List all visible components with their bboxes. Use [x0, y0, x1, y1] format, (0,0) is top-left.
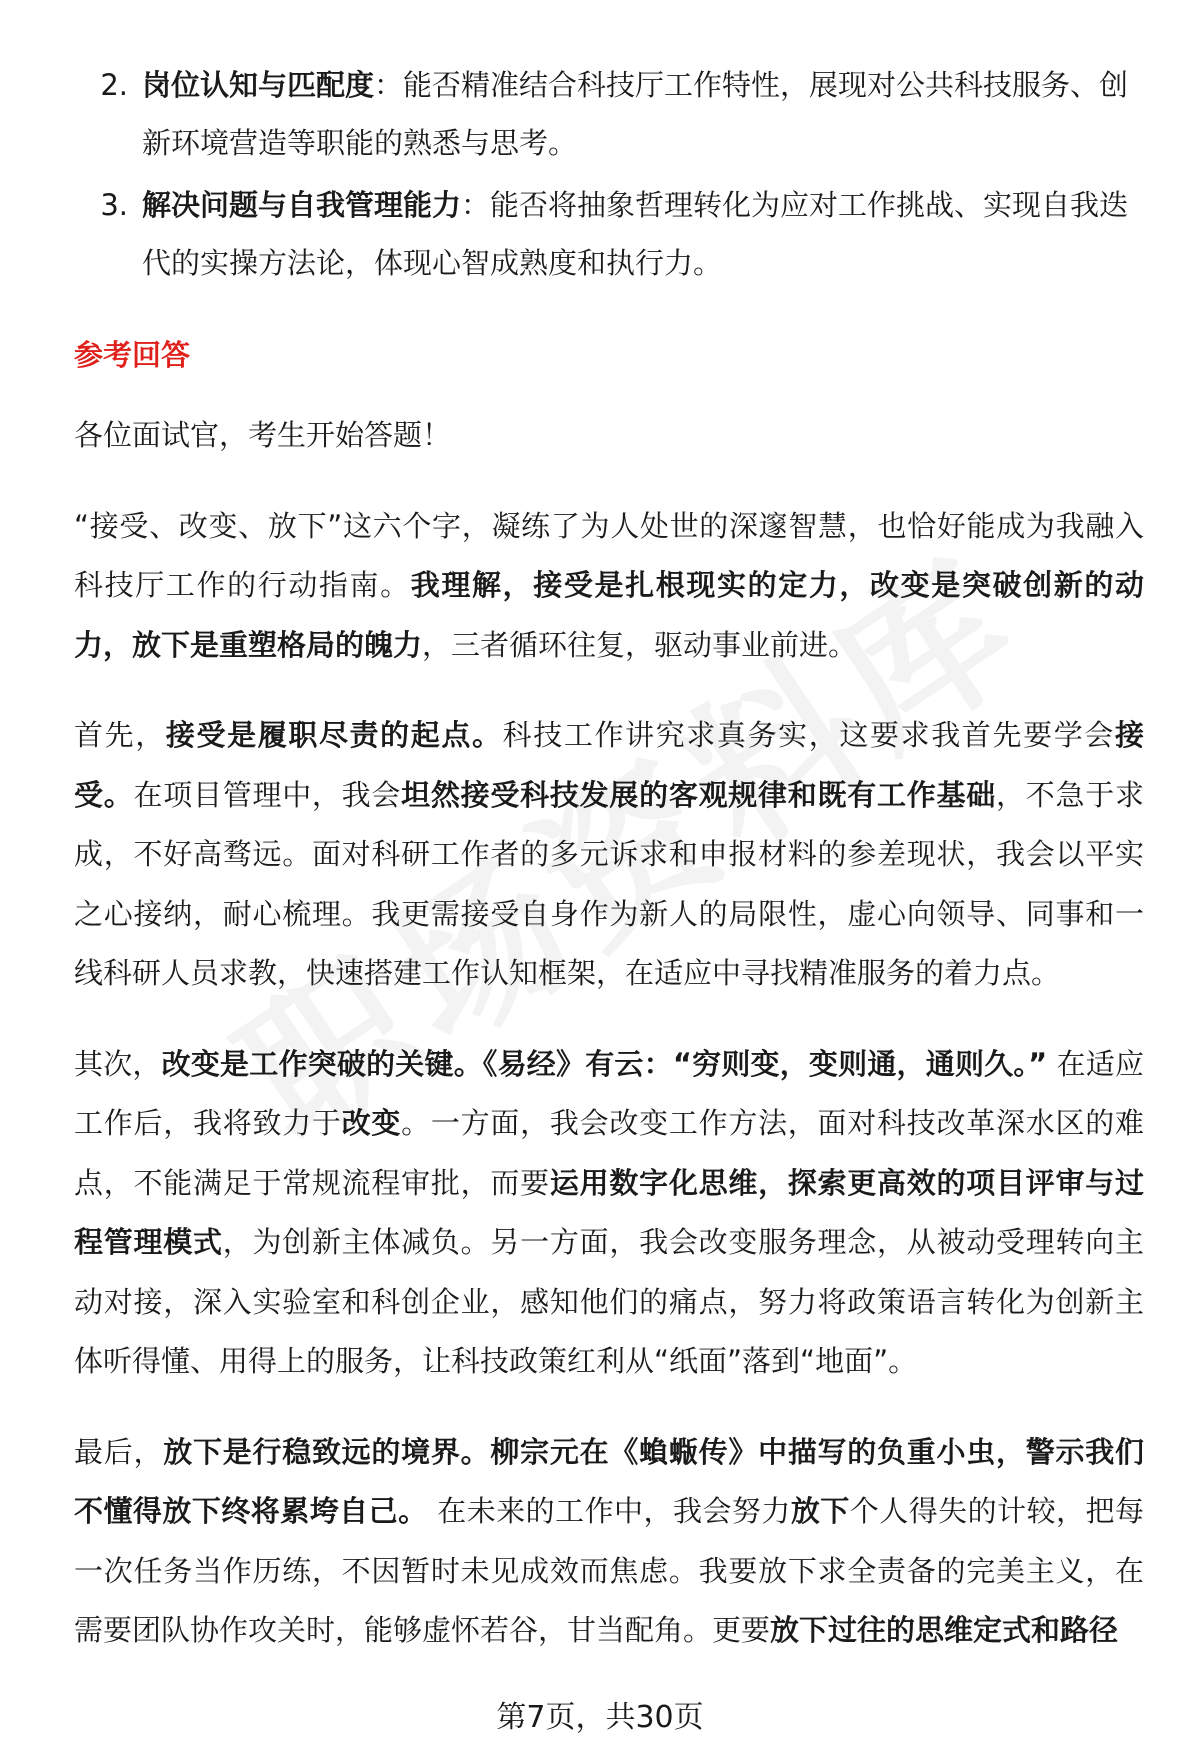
- bold-text: 改变: [341, 1106, 402, 1140]
- criteria-description: ：能否将抽象哲理转化为应对工作挑战、实现自我迭代的实操方法论，体现心智成熟度和执行力。: [142, 188, 1129, 280]
- criteria-description: ：能否精准结合科技厅工作特性，展现对公共科技服务、创新环境营造等职能的熟悉与思考。: [142, 68, 1129, 160]
- bold-text: 我理解，接受是扎根现实的定力，改变是突破创新的动力，放下是重塑格局的魄力: [74, 568, 1144, 662]
- bold-text: 改变是工作突破的关键。《易经》有云：“穷则变，变则通，通则久。”: [161, 1046, 1048, 1081]
- criteria-title: 岗位认知与匹配度: [142, 68, 375, 102]
- answer-paragraph: [74, 497, 1144, 676]
- body-text: 最后，: [74, 1434, 164, 1469]
- answer-paragraph: [74, 1035, 1144, 1392]
- document-page: [74, 56, 1144, 1692]
- body-text: ，为创新主体减负。另一方面，我会改变服务理念，从被动受理转向主动对接，深入实验室和科创企业，感知他们的痛点，努力将政策语言转化为创新主体听得懂、用得上的服务，让科技政策红利从“纸面”落到“地面”。: [74, 1225, 1144, 1378]
- bold-text: 放下过往的思维定式和路径: [770, 1613, 1119, 1647]
- criteria-title: 解决问题与自我管理能力: [142, 188, 462, 222]
- body-text: 在适应工作后，我将致力于: [74, 1046, 1144, 1140]
- body-text: 。一方面，我会改变工作方法，面对科技改革深水区的难点，不能满足于常规流程审批，而要: [74, 1106, 1144, 1200]
- answer-paragraph: [74, 1423, 1144, 1661]
- bold-text: 坦然接受科技发展的客观规律和既有工作基础: [401, 777, 996, 812]
- bold-text: 接受是履职尽责的起点。: [165, 718, 503, 752]
- bold-text: 运用数字化思维，探索更高效的项目评审与过程管理模式: [74, 1165, 1144, 1259]
- criteria-list: [74, 56, 1144, 292]
- bold-text: 放下: [790, 1494, 850, 1528]
- body-text: 在未来的工作中，我会努力: [427, 1494, 791, 1528]
- criteria-text: [142, 56, 1144, 172]
- bold-text: 放下是行稳致远的境界。柳宗元在《蝜蝂传》中描写的负重小虫，警示我们不懂得放下终将累垮自己。: [74, 1434, 1144, 1528]
- criteria-number: 2.: [100, 68, 128, 102]
- page-footer: 第7页，共30页: [496, 1700, 704, 1735]
- body-text: 个人得失的计较，把每一次任务当作历练，不因暂时未见成效而焦虑。我要放下求全责备的完美主义，在需要团队协作攻关时，能够虚怀若谷，甘当配角。更要: [74, 1494, 1144, 1647]
- criteria-item: [74, 56, 1144, 172]
- answer-paragraph: [74, 706, 1144, 1004]
- body-text: 首先，: [74, 718, 166, 752]
- body-text: 科技工作讲究求真务实，这要求我首先要学会: [502, 718, 1115, 752]
- body-text: 在项目管理中，我会: [133, 777, 402, 812]
- body-text: ，三者循环往复，驱动事业前进。: [422, 627, 858, 662]
- body-text: ，不急于求成，不好高骛远。面对科研工作者的多元诉求和申报材料的参差现状，我会以平实之心接纳，耐心梳理。我更需接受自身作为新人的局限性，虚心向领导、同事和一线科研人员求教，快速搭建工作认知框架，在适应中寻找精准服务的着力点。: [74, 777, 1144, 990]
- body-text: 各位面试官，考生开始答题！: [74, 418, 452, 452]
- answer-paragraph: [74, 406, 1144, 466]
- body-text: 其次，: [74, 1046, 162, 1081]
- section-title: 参考回答: [74, 338, 191, 372]
- criteria-number: 3.: [100, 188, 128, 222]
- answer-body: [74, 406, 1144, 1661]
- criteria-item: [74, 176, 1144, 292]
- criteria-text: [142, 176, 1144, 292]
- bold-text: 接受。: [74, 718, 1144, 812]
- body-text: “接受、改变、放下”这六个字，凝练了为人处世的深邃智慧，也恰好能成为我融入科技厅工作的行动指南。: [74, 508, 1144, 602]
